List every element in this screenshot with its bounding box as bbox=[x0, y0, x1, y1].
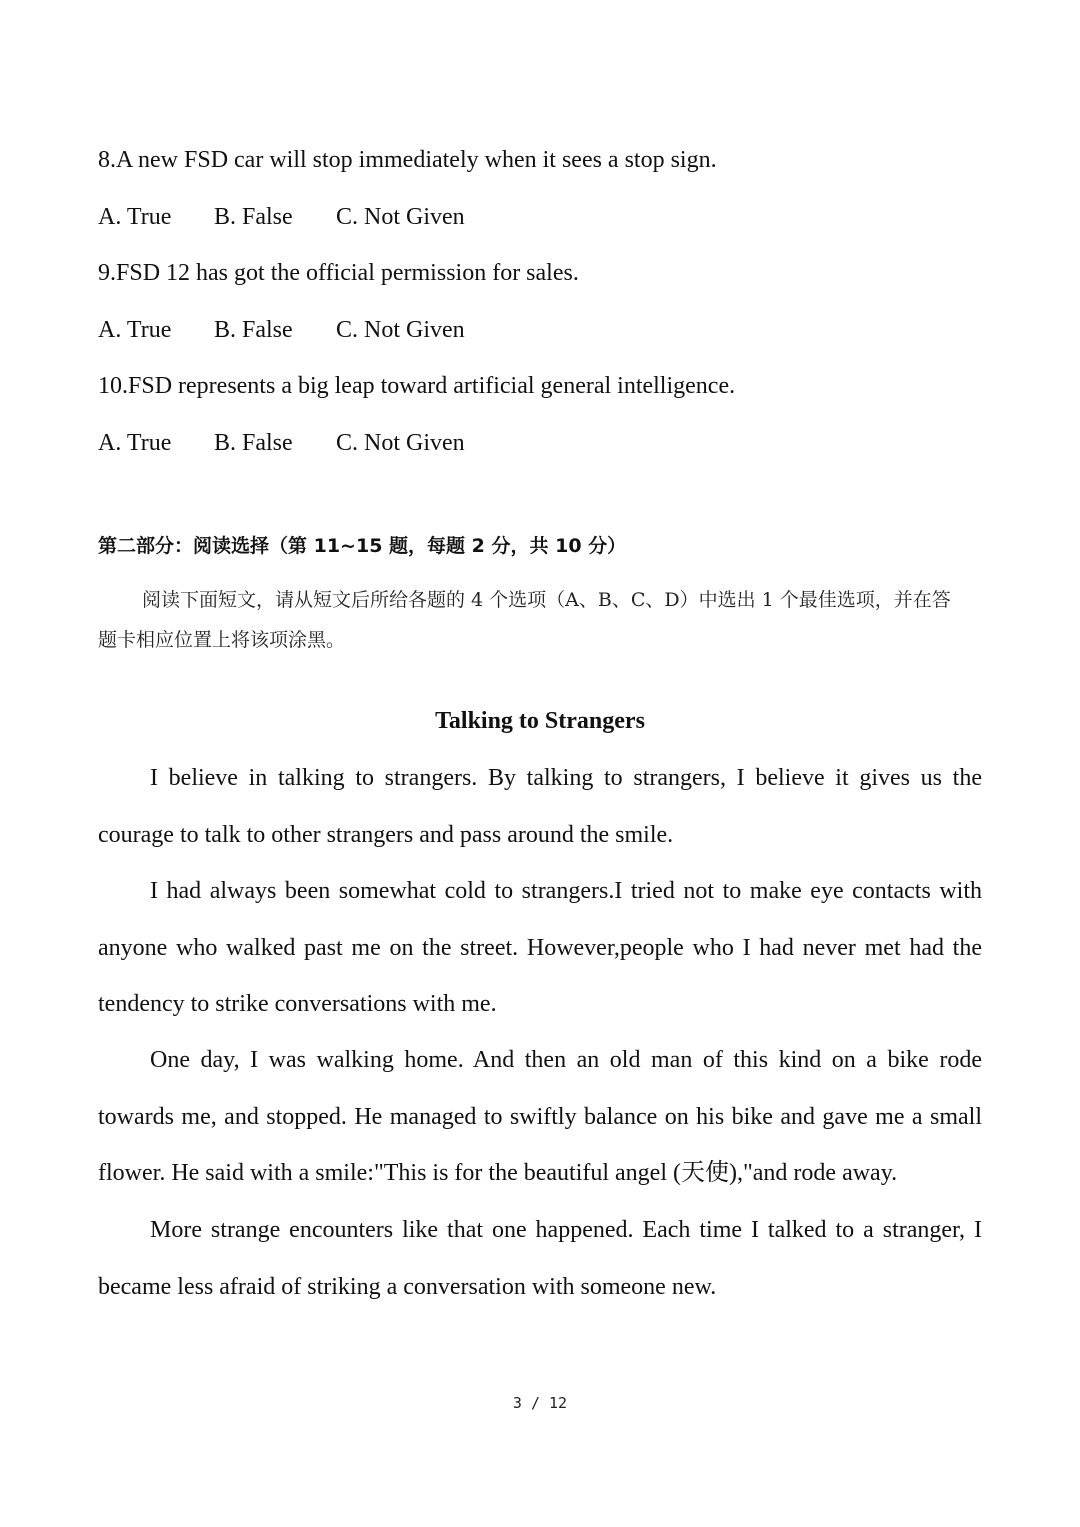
question-9-option-c: C. Not Given bbox=[336, 317, 465, 343]
passage-paragraph-2: I had always been somewhat cold to strangers.I tried not to make eye contacts with anyone who walked past me on the street. However,people who I had never met had the tendency to strike conversations with me. bbox=[98, 878, 982, 1017]
question-9-option-a: A. True bbox=[98, 317, 172, 343]
question-8-option-a: A. True bbox=[98, 204, 172, 230]
question-10-options bbox=[98, 428, 465, 458]
question-9-option-b: B. False bbox=[214, 317, 293, 343]
passage-paragraph-1: I believe in talking to strangers. By talking to strangers, I believe it gives us the courage to talk to other strangers and pass around the smile. bbox=[98, 765, 982, 848]
passage-paragraph-3: One day, I was walking home. And then an old man of this kind on a bike rode towards me, and stopped. He managed to swiftly balance on his bike and gave me a small flower. He said with a smile:"This is for the beautiful angel (天使),"and rode away. bbox=[98, 1047, 982, 1186]
question-8-text: 8.A new FSD car will stop immediately when it sees a stop sign. bbox=[98, 147, 717, 173]
question-10-option-a: A. True bbox=[98, 430, 172, 456]
section-instructions: 阅读下面短文，请从短文后所给各题的 4 个选项（A、B、C、D）中选出 1 个最佳选项，并在答题卡相应位置上将该项涂黑。 bbox=[98, 589, 951, 651]
question-8-option-c: C. Not Given bbox=[336, 204, 465, 230]
question-9-text: 9.FSD 12 has got the official permission for sales. bbox=[98, 260, 579, 286]
question-10-option-c: C. Not Given bbox=[336, 430, 465, 456]
question-8-options bbox=[98, 202, 465, 232]
page-number: 3 / 12 bbox=[512, 1394, 568, 1412]
passage-title: Talking to Strangers bbox=[435, 708, 645, 734]
section-title: 第二部分：阅读选择（第 11~15 题，每题 2 分，共 10 分） bbox=[98, 535, 627, 557]
question-10-option-b: B. False bbox=[214, 430, 293, 456]
question-10-text: 10.FSD represents a big leap toward artificial general intelligence. bbox=[98, 373, 736, 399]
question-8-option-b: B. False bbox=[214, 204, 293, 230]
question-9-options bbox=[98, 315, 465, 345]
passage-paragraph-4: More strange encounters like that one happened. Each time I talked to a stranger, I became less afraid of striking a conversation with someone new. bbox=[98, 1217, 982, 1300]
